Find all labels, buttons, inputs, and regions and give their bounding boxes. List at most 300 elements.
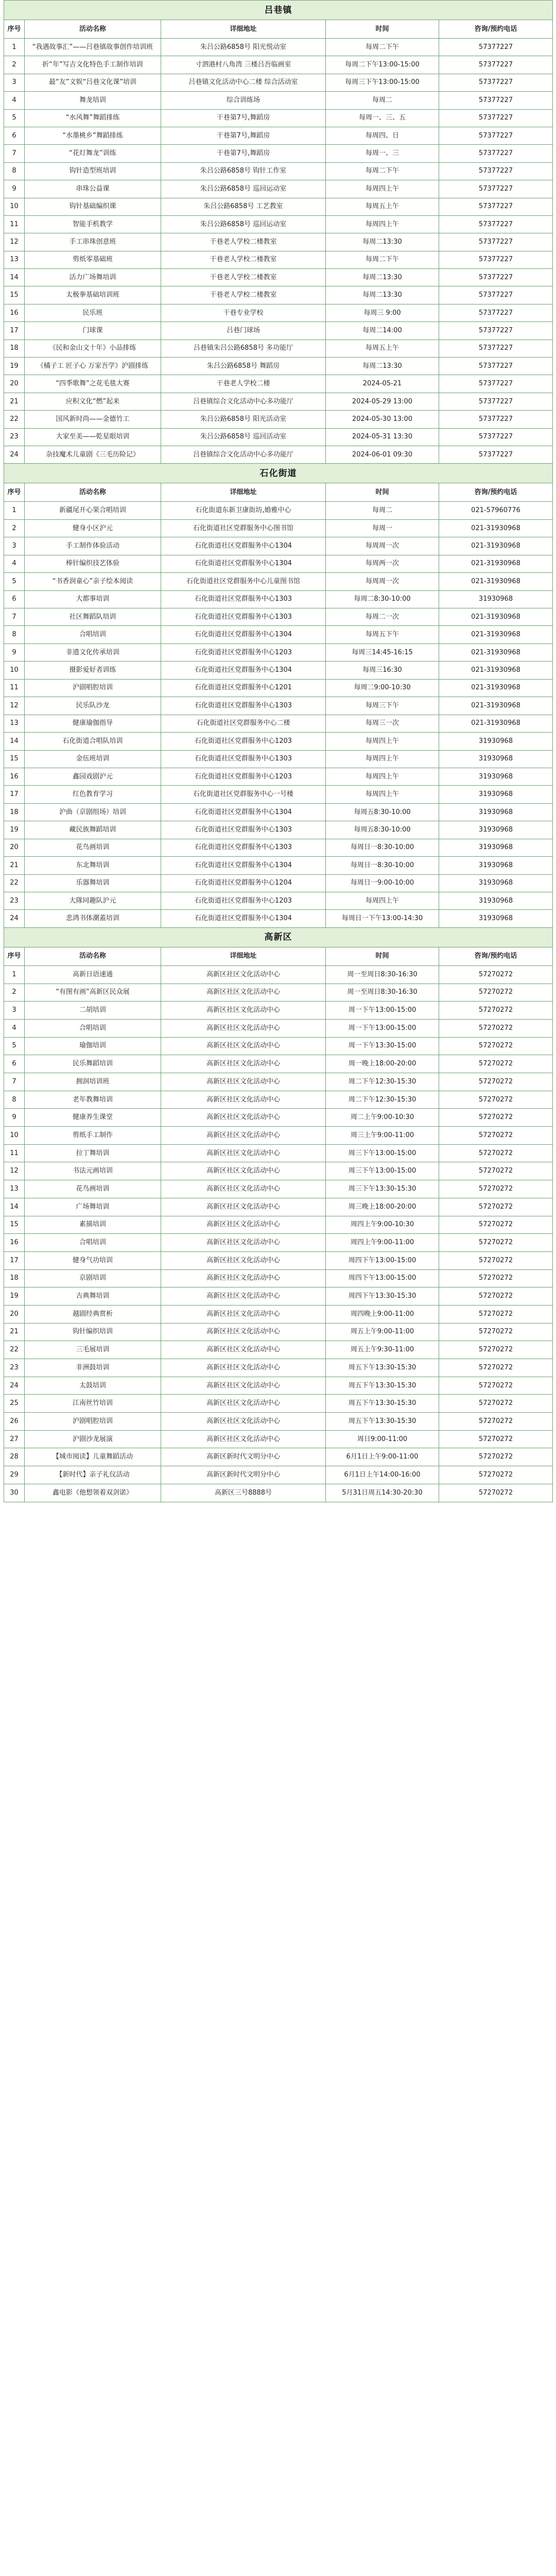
phone: 021-31930968: [439, 715, 553, 732]
address: 寸泗港村八角湾 三楼吕吾临画室: [161, 56, 326, 74]
header-address: 详细地址: [161, 20, 326, 39]
phone: 021-31930968: [439, 537, 553, 555]
row-index: 8: [4, 626, 25, 643]
row-index: 1: [4, 502, 25, 519]
address: 高新区社区文化活动中心: [161, 965, 326, 984]
time: 周三下午13:00-15:00: [326, 1144, 439, 1162]
time: 每周两一次: [326, 555, 439, 572]
table-row: [4, 340, 553, 357]
table-row: [4, 715, 553, 732]
activity-name: 鑫园戏剧沪元: [25, 768, 161, 785]
activity-name: 【新时代】亲子礼仪活动: [25, 1466, 161, 1484]
phone: 57377227: [439, 233, 553, 251]
table-row: [4, 233, 553, 251]
address: 高新区社区文化活动中心: [161, 1198, 326, 1216]
time: 每周一、三: [326, 145, 439, 162]
activity-name: 越剧经典赏析: [25, 1305, 161, 1323]
table-row: [4, 180, 553, 198]
activity-name: 手工制作体验活动: [25, 537, 161, 555]
time: 每周二13:30: [326, 286, 439, 304]
address: 石化街道社区党群服务中心1203: [161, 643, 326, 661]
address: 朱吕公路6858号 巡回活动室: [161, 428, 326, 446]
time: 周一至周日8:30-16:30: [326, 965, 439, 984]
address: 石化街道社区党群服务中心1203: [161, 892, 326, 910]
time: 每周二13:30: [326, 358, 439, 375]
row-index: 28: [4, 1448, 25, 1466]
address: 石化街道社区党群服务中心1303: [161, 590, 326, 608]
row-index: 18: [4, 340, 25, 357]
address: 高新区社区文化活动中心: [161, 1180, 326, 1198]
phone: 57270272: [439, 1180, 553, 1198]
activity-name: 棒针编织技艺体验: [25, 555, 161, 572]
time: 每周三下午13:00-15:00: [326, 74, 439, 91]
time: 每周五8:30-10:00: [326, 821, 439, 839]
phone: 021-31930968: [439, 679, 553, 697]
row-index: 17: [4, 1251, 25, 1269]
activity-table: [4, 0, 553, 1502]
phone: 57270272: [439, 1251, 553, 1269]
row-index: 26: [4, 1413, 25, 1431]
time: 每周日一8:30-10:00: [326, 839, 439, 856]
table-row: [4, 1216, 553, 1234]
activity-name: 高新日语速通: [25, 965, 161, 984]
table-row: [4, 1091, 553, 1109]
row-index: 2: [4, 984, 25, 1002]
time: 每周二9:00-10:30: [326, 679, 439, 697]
address: 干巷老人学校二楼教室: [161, 269, 326, 286]
phone: 31930968: [439, 857, 553, 874]
row-index: 3: [4, 537, 25, 555]
phone: 57377227: [439, 215, 553, 233]
row-index: 17: [4, 786, 25, 803]
row-index: 25: [4, 1395, 25, 1413]
section-title: 吕巷镇: [4, 1, 553, 20]
row-index: 16: [4, 768, 25, 785]
time: 周五上午9:30-11:00: [326, 1341, 439, 1359]
time: 周五下午13:30-15:30: [326, 1359, 439, 1377]
row-index: 21: [4, 857, 25, 874]
activity-name: “水风舞”舞蹈排练: [25, 109, 161, 127]
table-row: [4, 1144, 553, 1162]
time: 每周二: [326, 502, 439, 519]
row-index: 2: [4, 56, 25, 74]
section-title-row: [4, 927, 553, 947]
address: 石化街道社区党群服务中心1201: [161, 679, 326, 697]
header-phone: 咨询/预约电话: [439, 947, 553, 965]
address: 高新区社区文化活动中心: [161, 1037, 326, 1055]
activity-name: 古典舞培训: [25, 1287, 161, 1306]
activity-name: 石化街道合唱队培训: [25, 733, 161, 750]
table-row: [4, 821, 553, 839]
row-index: 3: [4, 74, 25, 91]
time: 每周二8:30-10:00: [326, 590, 439, 608]
time: 每周二13:30: [326, 269, 439, 286]
section-title-row: [4, 464, 553, 483]
activity-name: 应积文化“燃”起来: [25, 393, 161, 410]
activity-name: 《民和金山文十年》小品排练: [25, 340, 161, 357]
address: 吕巷镇综合文化活动中心多功能厅: [161, 393, 326, 410]
address: 石化街道社区党群服务中心一号楼: [161, 786, 326, 803]
time: 周五上午9:00-11:00: [326, 1323, 439, 1341]
header-row: [4, 947, 553, 965]
row-index: 13: [4, 715, 25, 732]
address: 吕巷镇文化活动中心二楼 综合活动室: [161, 74, 326, 91]
table-row: [4, 1127, 553, 1145]
time: 每周三14:45-16:15: [326, 643, 439, 661]
activity-name: 大都事培训: [25, 590, 161, 608]
row-index: 30: [4, 1484, 25, 1502]
table-row: [4, 1055, 553, 1073]
row-index: 5: [4, 573, 25, 590]
time: 每周二下午: [326, 39, 439, 56]
header-index: 序号: [4, 20, 25, 39]
row-index: 18: [4, 1269, 25, 1287]
phone: 57377227: [439, 322, 553, 340]
table-row: [4, 1395, 553, 1413]
activity-name: 乐器舞培训: [25, 874, 161, 892]
row-index: 18: [4, 803, 25, 821]
row-index: 22: [4, 874, 25, 892]
activity-name: 健身小区沪元: [25, 519, 161, 537]
time: 每周二14:00: [326, 322, 439, 340]
activity-name: 沪曲（京剧组场）培训: [25, 803, 161, 821]
row-index: 9: [4, 1109, 25, 1127]
time: 每周一、三、五: [326, 109, 439, 127]
address: 朱吕公路6858号 巡回运动室: [161, 180, 326, 198]
address: 高新区社区文化活动中心: [161, 1323, 326, 1341]
activity-name: 二胡培训: [25, 1002, 161, 1020]
phone: 57270272: [439, 1144, 553, 1162]
time: 周三下午13:30-15:30: [326, 1180, 439, 1198]
row-index: 24: [4, 1377, 25, 1395]
phone: 57270272: [439, 1234, 553, 1252]
table-row: [4, 322, 553, 340]
time: 每周二13:30: [326, 233, 439, 251]
activity-name: 瑜伽培训: [25, 1037, 161, 1055]
phone: 57270272: [439, 1395, 553, 1413]
row-index: 5: [4, 109, 25, 127]
address: 朱吕公路6858号 巡回运动室: [161, 215, 326, 233]
address: 高新区社区文化活动中心: [161, 1144, 326, 1162]
phone: 57270272: [439, 1341, 553, 1359]
phone: 57270272: [439, 965, 553, 984]
address: 高新区三号8888号: [161, 1484, 326, 1502]
activity-name: “我遇故事汇”——吕巷镇故事创作培训班: [25, 39, 161, 56]
activity-name: 剪纸零基础班: [25, 251, 161, 268]
time: 每周二下午: [326, 251, 439, 268]
table-row: [4, 74, 553, 91]
header-phone: 咨询/预约电话: [439, 20, 553, 39]
table-row: [4, 428, 553, 446]
activity-name: 沪剧唱腔培训: [25, 679, 161, 697]
activity-name: 《橘子工 匠子心 万家吾学》沪剧排练: [25, 358, 161, 375]
time: 周一下午13:30-15:00: [326, 1037, 439, 1055]
row-index: 16: [4, 1234, 25, 1252]
activity-name: 红色教育学习: [25, 786, 161, 803]
table-row: [4, 733, 553, 750]
phone: 57377227: [439, 286, 553, 304]
activity-name: 广场舞培训: [25, 1198, 161, 1216]
time: 每周五下午: [326, 626, 439, 643]
activity-name: 活力广场舞培训: [25, 269, 161, 286]
address: 石化街道社区党群服务中心1303: [161, 750, 326, 768]
time: 2024-05-31 13:30: [326, 428, 439, 446]
time: 周五下午13:30-15:30: [326, 1395, 439, 1413]
activity-name: 剪纸手工制作: [25, 1127, 161, 1145]
phone: 57270272: [439, 1323, 553, 1341]
time: 2024-05-21: [326, 375, 439, 393]
time: 每周日一9:00-10:00: [326, 874, 439, 892]
header-time: 时间: [326, 947, 439, 965]
row-index: 8: [4, 1091, 25, 1109]
phone: 57270272: [439, 1037, 553, 1055]
table-row: [4, 839, 553, 856]
row-index: 24: [4, 446, 25, 463]
header-activity-name: 活动名称: [25, 483, 161, 502]
row-index: 14: [4, 269, 25, 286]
phone: 31930968: [439, 768, 553, 785]
table-row: [4, 984, 553, 1002]
row-index: 12: [4, 233, 25, 251]
time: 每周四上午: [326, 892, 439, 910]
table-row: [4, 643, 553, 661]
time: 周五下午13:30-15:30: [326, 1413, 439, 1431]
time: 每周二下午: [326, 162, 439, 180]
phone: 57270272: [439, 1377, 553, 1395]
row-index: 11: [4, 679, 25, 697]
row-index: 19: [4, 821, 25, 839]
activity-name: 摄影爱好者训练: [25, 662, 161, 679]
activity-name: 手工串珠创意班: [25, 233, 161, 251]
phone: 57270272: [439, 1019, 553, 1037]
table-row: [4, 1180, 553, 1198]
table-row: [4, 127, 553, 144]
phone: 57377227: [439, 358, 553, 375]
address: 石化街道社区党群服务中心1303: [161, 821, 326, 839]
time: 周五下午13:30-15:30: [326, 1377, 439, 1395]
time: 每周四上午: [326, 180, 439, 198]
time: 周四下午13:00-15:00: [326, 1251, 439, 1269]
address: 高新区社区文化活动中心: [161, 1251, 326, 1269]
address: 高新区社区文化活动中心: [161, 1109, 326, 1127]
time: 周二下午12:30-15:30: [326, 1091, 439, 1109]
row-index: 6: [4, 127, 25, 144]
row-index: 4: [4, 1019, 25, 1037]
table-row: [4, 626, 553, 643]
time: 每周三 9:00: [326, 304, 439, 321]
phone: 57377227: [439, 251, 553, 268]
time: 周四下午13:30-15:30: [326, 1287, 439, 1306]
table-row: [4, 446, 553, 463]
activity-name: 社区舞蹈队培训: [25, 608, 161, 626]
table-row: [4, 1287, 553, 1306]
phone: 31930968: [439, 786, 553, 803]
activity-name: 合唱培训: [25, 626, 161, 643]
address: 朱吕公路6858号 钩针工作室: [161, 162, 326, 180]
phone: 31930968: [439, 839, 553, 856]
activity-name: 钩针编织培训: [25, 1323, 161, 1341]
time: 每周二下午13:00-15:00: [326, 56, 439, 74]
table-row: [4, 537, 553, 555]
table-row: [4, 1037, 553, 1055]
phone: 31930968: [439, 874, 553, 892]
phone: 57270272: [439, 1162, 553, 1180]
phone: 57377227: [439, 145, 553, 162]
activity-name: 沪剧沙龙展演: [25, 1430, 161, 1448]
table-row: [4, 1109, 553, 1127]
table-row: [4, 198, 553, 215]
row-index: 20: [4, 1305, 25, 1323]
activity-name: 太鼓培训: [25, 1377, 161, 1395]
phone: 57377227: [439, 109, 553, 127]
phone: 57270272: [439, 1127, 553, 1145]
address: 干巷第7号,舞蹈房: [161, 127, 326, 144]
row-index: 24: [4, 910, 25, 927]
row-index: 12: [4, 697, 25, 715]
activity-name: 悲鸿书体潮蓋培训: [25, 910, 161, 927]
phone: 57270272: [439, 1287, 553, 1306]
activity-name: 江南丝竹培训: [25, 1395, 161, 1413]
row-index: 10: [4, 662, 25, 679]
activity-name: 【城市阅读】儿童舞蹈活动: [25, 1448, 161, 1466]
section-title: 石化街道: [4, 464, 553, 483]
table-row: [4, 892, 553, 910]
activity-name: 花鸟画培训: [25, 839, 161, 856]
address: 高新区社区文化活动中心: [161, 1395, 326, 1413]
address: 石化街道社区党群服务中心二楼: [161, 715, 326, 732]
row-index: 10: [4, 198, 25, 215]
row-index: 23: [4, 892, 25, 910]
address: 石化街道社区党群服务中心1203: [161, 768, 326, 785]
time: 每周五上午: [326, 198, 439, 215]
header-address: 详细地址: [161, 483, 326, 502]
table-row: [4, 786, 553, 803]
time: 周四上午9:00-10:30: [326, 1216, 439, 1234]
row-index: 10: [4, 1127, 25, 1145]
table-row: [4, 1359, 553, 1377]
phone: 57270272: [439, 1269, 553, 1287]
time: 每周四上午: [326, 733, 439, 750]
time: 周二上午9:00-10:30: [326, 1109, 439, 1127]
table-row: [4, 1162, 553, 1180]
time: 5月31日周五14:30-20:30: [326, 1484, 439, 1502]
row-index: 6: [4, 590, 25, 608]
row-index: 8: [4, 162, 25, 180]
time: 每周五上午: [326, 340, 439, 357]
phone: 021-31930968: [439, 643, 553, 661]
time: 2024-05-29 13:00: [326, 393, 439, 410]
address: 石化街道社区党群服务中心儿童图书馆: [161, 573, 326, 590]
header-phone: 咨询/预约电话: [439, 483, 553, 502]
table-row: [4, 162, 553, 180]
table-row: [4, 1413, 553, 1431]
header-index: 序号: [4, 483, 25, 502]
time: 周三下午13:00-15:00: [326, 1162, 439, 1180]
activity-name: 金伍班培训: [25, 750, 161, 768]
phone: 57377227: [439, 39, 553, 56]
time: 6月1日上午9:00-11:00: [326, 1448, 439, 1466]
table-row: [4, 286, 553, 304]
address: 干巷第7号,舞蹈房: [161, 109, 326, 127]
phone: 57270272: [439, 1413, 553, 1431]
phone: 31930968: [439, 733, 553, 750]
table-row: [4, 502, 553, 519]
activity-name: 大家至美——乾星眼培训: [25, 428, 161, 446]
activity-name: 老年教舞培训: [25, 1091, 161, 1109]
phone: 31930968: [439, 590, 553, 608]
time: 周四晚上9:00-11:00: [326, 1305, 439, 1323]
header-address: 详细地址: [161, 947, 326, 965]
phone: 57377227: [439, 74, 553, 91]
phone: 021-31930968: [439, 519, 553, 537]
row-index: 4: [4, 555, 25, 572]
address: 高新区社区文化活动中心: [161, 1073, 326, 1091]
row-index: 23: [4, 428, 25, 446]
address: 石化街道社区党群服务中心1303: [161, 697, 326, 715]
activity-name: 沪剧唱腔培训: [25, 1413, 161, 1431]
activity-name: 京剧培训: [25, 1269, 161, 1287]
row-index: 14: [4, 1198, 25, 1216]
address: 吕巷镇综合文化活动中心多功能厅: [161, 446, 326, 463]
table-row: [4, 1430, 553, 1448]
address: 高新区社区文化活动中心: [161, 1359, 326, 1377]
time: 周三上午9:00-11:00: [326, 1127, 439, 1145]
row-index: 15: [4, 286, 25, 304]
phone: 57270272: [439, 1091, 553, 1109]
row-index: 22: [4, 1341, 25, 1359]
time: 周二下午12:30-15:30: [326, 1073, 439, 1091]
address: 干巷老人学校二楼: [161, 375, 326, 393]
time: 每周三16:30: [326, 662, 439, 679]
phone: 021-31930968: [439, 662, 553, 679]
activity-name: 非遗文化传承培训: [25, 643, 161, 661]
time: 周三晚上18:00-20:00: [326, 1198, 439, 1216]
phone: 57377227: [439, 375, 553, 393]
row-index: 1: [4, 965, 25, 984]
table-row: [4, 519, 553, 537]
row-index: 7: [4, 145, 25, 162]
header-activity-name: 活动名称: [25, 947, 161, 965]
row-index: 19: [4, 358, 25, 375]
phone: 57270272: [439, 1055, 553, 1073]
phone: 57377227: [439, 162, 553, 180]
activity-name: 太极拳基础培训班: [25, 286, 161, 304]
row-index: 9: [4, 643, 25, 661]
phone: 57270272: [439, 1430, 553, 1448]
time: 2024-05-30 13:00: [326, 411, 439, 428]
phone: 57377227: [439, 198, 553, 215]
address: 石化街道社区党群服务中心1204: [161, 874, 326, 892]
time: 周四下午13:00-15:00: [326, 1269, 439, 1287]
phone: 57270272: [439, 1198, 553, 1216]
row-index: 7: [4, 608, 25, 626]
phone: 57270272: [439, 1359, 553, 1377]
address: 朱吕公路6858号 工艺教室: [161, 198, 326, 215]
row-index: 15: [4, 750, 25, 768]
header-time: 时间: [326, 483, 439, 502]
time: 每周日一8:30-10:00: [326, 857, 439, 874]
activity-name: 串珠公益课: [25, 180, 161, 198]
activity-name: 健康养生课堂: [25, 1109, 161, 1127]
table-row: [4, 1305, 553, 1323]
activity-name: 健康瑜伽指导: [25, 715, 161, 732]
table-row: [4, 393, 553, 410]
table-row: [4, 590, 553, 608]
table-row: [4, 1448, 553, 1466]
time: 每周三一次: [326, 715, 439, 732]
table-row: [4, 697, 553, 715]
address: 高新区社区文化活动中心: [161, 1091, 326, 1109]
